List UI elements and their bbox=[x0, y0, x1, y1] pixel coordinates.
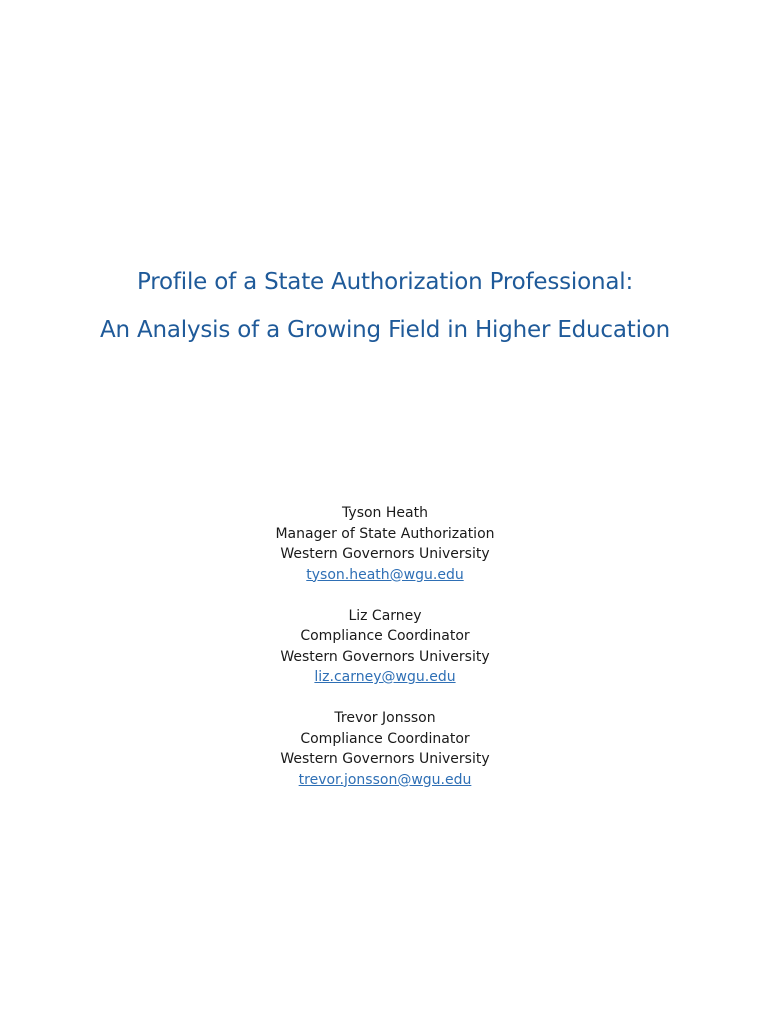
author-email-link[interactable]: liz.carney@wgu.edu bbox=[314, 669, 456, 685]
author-organization: Western Governors University bbox=[280, 546, 490, 562]
title-line-1: Profile of a State Authorization Professional: bbox=[136, 269, 634, 295]
author-email-link[interactable]: tyson.heath@wgu.edu bbox=[306, 566, 464, 583]
title-block bbox=[0, 258, 770, 354]
title-line-2: An Analysis of a Growing Field in Higher Education bbox=[99, 317, 671, 343]
author-name: Liz Carney bbox=[348, 607, 422, 624]
author-name: Trevor Jonsson bbox=[334, 710, 436, 726]
author-role: Compliance Coordinator bbox=[300, 628, 470, 644]
author-name: Tyson Heath bbox=[342, 505, 428, 521]
author-list bbox=[0, 503, 770, 811]
author-block bbox=[0, 606, 770, 688]
author-role: Manager of State Authorization bbox=[275, 525, 495, 542]
author-organization: Western Governors University bbox=[280, 648, 490, 665]
author-role: Compliance Coordinator bbox=[300, 730, 470, 747]
author-block bbox=[0, 503, 770, 585]
author-block bbox=[0, 708, 770, 790]
author-email-link[interactable]: trevor.jonsson@wgu.edu bbox=[298, 771, 472, 788]
author-organization: Western Governors University bbox=[280, 751, 490, 767]
